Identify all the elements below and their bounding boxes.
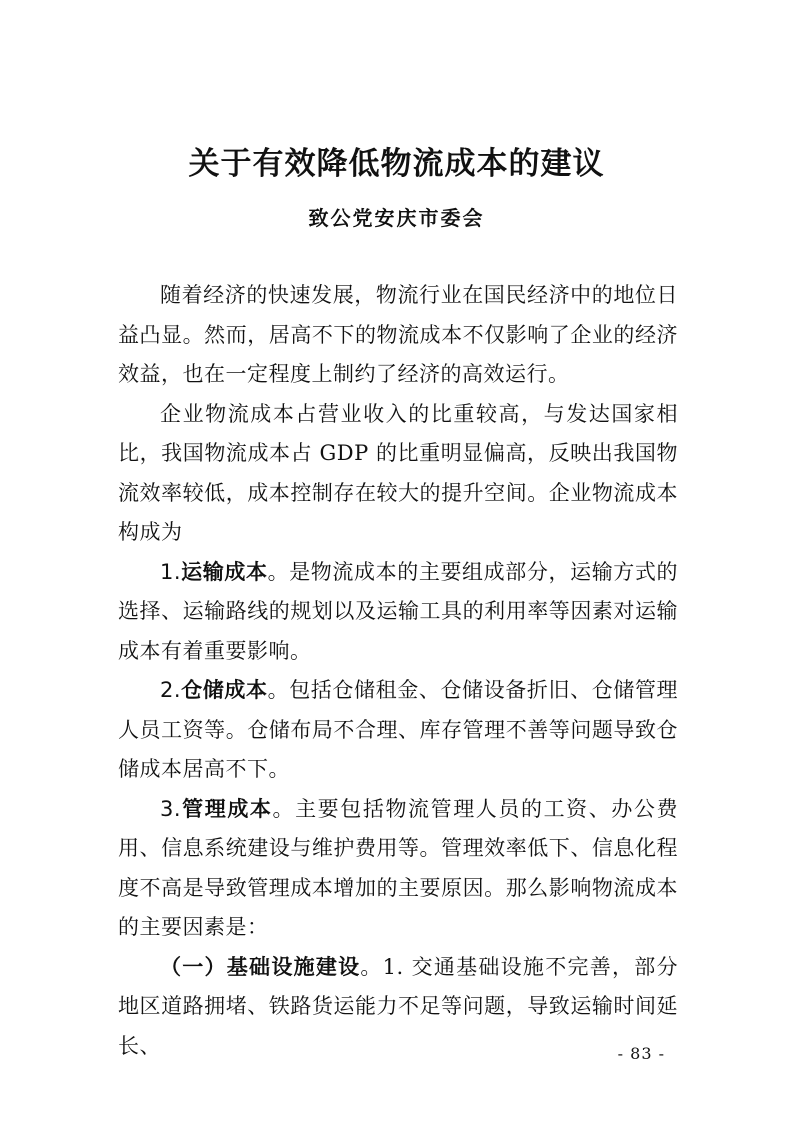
item-keyword: 运输成本	[181, 559, 268, 584]
paragraph-text: 企业物流成本占营业收入的比重较高，与发达国家相比，我国物流成本占 GDP 的比重明显偏高，反映出我国物流效率较低，成本控制存在较大的提升空间。企业物流成本构成为	[118, 401, 678, 544]
item-keyword: 管理成本	[181, 796, 273, 821]
paragraph-management-cost	[118, 790, 678, 948]
paragraph-storage-cost	[118, 671, 678, 790]
item-number: 2.	[160, 678, 182, 702]
section-number: （一）	[160, 954, 227, 979]
document-title: 关于有效降低物流成本的建议	[188, 146, 605, 182]
paragraph-text: 。包括仓储租金、仓储设备折旧、仓储管理人员工资等。仓储布局不合理、库存管理不善等问题导致仓储成本居高不下。	[118, 678, 679, 781]
item-number: 3.	[160, 796, 182, 821]
paragraph-intro	[118, 276, 678, 395]
paragraph-text: 。是物流成本的主要组成部分，运输方式的选择、运输路线的规划以及运输工具的利用率等因素对运输成本有着重要影响。	[118, 559, 679, 663]
item-number: 1.	[160, 559, 182, 584]
paragraph-text: 随着经济的快速发展，物流行业在国民经济中的地位日益凸显。然而，居高不下的物流成本不仅影响了企业的经济效益，也在一定程度上制约了经济的高效运行。	[118, 283, 678, 386]
paragraph-infrastructure	[118, 948, 678, 1067]
document-author: 致公党安庆市委会	[308, 206, 485, 230]
item-keyword: 仓储成本	[181, 678, 268, 702]
document-body	[118, 276, 678, 1066]
paragraph-composition	[118, 395, 678, 553]
page-number: - 83 -	[617, 1044, 665, 1063]
section-keyword: 基础设施建设	[226, 954, 361, 979]
paragraph-text: 。1. 交通基础设施不完善，部分地区道路拥堵、铁路货运能力不足等问题，导致运输时间延长、	[118, 954, 679, 1058]
paragraph-text: 。主要包括物流管理人员的工资、办公费用、信息系统建设与维护费用等。管理效率低下、信息化程度不高是导致管理成本增加的主要原因。那么影响物流成本的主要因素是：	[118, 796, 679, 939]
paragraph-transport-cost	[118, 553, 678, 672]
